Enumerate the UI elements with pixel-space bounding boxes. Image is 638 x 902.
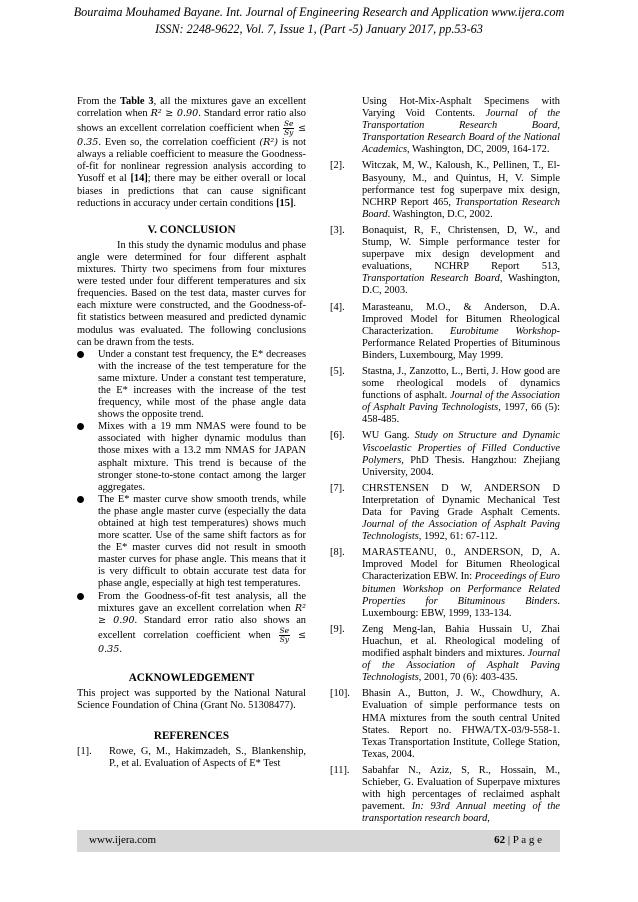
bullet-item: Under a constant test frequency, the E* decreases with the increase of the test temperature for the same mixture. Under a constant test temperature, the E* increases with the increase of the test frequency, while most of the phase angle data shows the opposite trend. bbox=[77, 349, 306, 422]
table-reference: Table 3 bbox=[120, 96, 154, 107]
reference-item: [7]. CHRSTENSEN D W, ANDERSON D Interpretation of Dynamic Mechanical Test Data for Paving Grade Asphalt Cements. Journal of the Association of Asphalt Paving Technologists, 1992, 61: 67-112. bbox=[330, 482, 560, 543]
reference-item: [1]. Rowe, G, M., Hakimzadeh, S., Blankenship, P., et al. Evaluation of Aspects of E* Test bbox=[77, 746, 306, 770]
header-issn-line: ISSN: 2248-9622, Vol. 7, Issue 1, (Part -5) January 2017, pp.53-63 bbox=[155, 22, 483, 36]
se-sy-fraction: $\frac{Se}{Sy}$ bbox=[283, 119, 294, 138]
page-number: 62 | P a g e bbox=[494, 834, 542, 846]
reference-item: [6]. WU Gang. Study on Structure and Dynamic Viscoelastic Properties of Filled Conductive Polymers, PhD Thesis. Hangzhou: Zhejiang University, 2004. bbox=[330, 430, 561, 478]
reference-item: [8]. MARASTEANU, 0., ANDERSON, D, A. Improved Model for Bitumen Rheological Characterization EBW. In: Proceedings of Euro bitumen Workshop on Performance Related Properties for Bituminous Binders. Luxembourg: EBW, 1999, 133-134. bbox=[330, 547, 560, 619]
intro-paragraph: From the Table 3, all the mixtures gave an excellent correlation when R² ≥ 0.90. Standard error ratio also shows an excellent correlation coefficient when $\frac{Se}{Sy}$ ≤ 0.35. Even so, the correlation coefficient (R²) is not always a reliable coefficient to measure the Goodness-of-fit for nonlinear regression analysis according to Yusoff et al [14]; there may be either overall or local biases in predictions that can cause significant reductions in accuracy under certain conditions [15]. bbox=[77, 96, 307, 209]
bullet-icon bbox=[77, 423, 84, 430]
left-column bbox=[77, 96, 306, 775]
bullet-item: The E* master curve show smooth trends, while the phase angle master curve (especially the data obtained at high test temperatures) shows much more scatter. Use of the same shift factors as for the E* master curves did not result in smooth master curves for phase angle. This means that it is very difficult to obtain accurate test data for phase angle, especially at high test temperatures. bbox=[77, 494, 306, 591]
acknowledgement-text: This project was supported by the National Natural Science Foundation of China (Grant No. 51308477). bbox=[77, 688, 306, 712]
reference-item-continued: Using Hot-Mix-Asphalt Specimens with Varying Void Contents. Journal of the Transportation Research Board, Transportation Research Board of the National Academics, Washington, DC, 2009, 164-172. bbox=[362, 96, 560, 156]
bullet-icon bbox=[77, 496, 84, 503]
right-column bbox=[330, 96, 560, 829]
citation-14: [14] bbox=[130, 173, 148, 185]
bullet-icon bbox=[77, 351, 84, 358]
footer-website-link[interactable]: www.ijera.com bbox=[89, 834, 157, 846]
reference-item: [3]. Bonaquist, R, F., Christensen, D, W., and Stump, W. Simple performance tester for superpave mix design development and evaluations, NCHRP Report 513, Transportation Research Board, Washington, D.C, 2003. bbox=[330, 224, 560, 297]
bullet-item: Mixes with a 19 mm NMAS were found to be associated with higher dynamic modulus than those mixes with a 13.2 mm NMAS for JAPAN asphalt mixture. This trend is because of the stronger stone-to-stone contact among the larger aggregates. bbox=[77, 421, 306, 494]
se-sy-fraction: $\frac{Se}{Sy}$ bbox=[279, 625, 290, 644]
conclusion-bullet-list bbox=[77, 349, 306, 656]
reference-item: [5]. Stastna, J., Zanzotto, L., Berti, J. How good are some rheological models of dynamics functions of asphalt. Journal of the Association of Asphalt Paving Technologists, 1997, 66 (5): 458-485. bbox=[330, 365, 560, 426]
r-squared-formula: R² ≥ 0.90 bbox=[150, 108, 199, 120]
citation-15: [15] bbox=[276, 197, 294, 209]
header-journal-line: Bouraima Mouhamed Bayane. Int. Journal of Engineering Research and Application www.ijera.com bbox=[73, 5, 565, 19]
reference-item: [11]. Sabahfar N., Aziz, S, R., Hossain, M., Schieber, G. Evaluation of Superpave mixtures with high percentages of reclaimed asphalt pavement. In: 93rd Annual meeting of the transportation research board, bbox=[330, 764, 561, 825]
references-heading: REFERENCES bbox=[153, 730, 230, 743]
reference-item: [9]. Zeng Meng-lan, Bahia Hussain U, Zhai Huachun, et al. Rheological modeling of modified asphalt binders and mixtures. Journal of the Association of Asphalt Paving Technologists, 2001, 70 (6): 403-435. bbox=[330, 623, 560, 684]
page-header bbox=[0, 4, 638, 38]
reference-item: [10]. Bhasin A., Button, J. W., Chowdhury, A. Evaluation of simple performance tests on HMA mixtures from the south central United States. Report no. FHWA/TX-03/9-558-1. Texas Transportation Institute, College Station, Texas, 2004. bbox=[330, 688, 560, 760]
bullet-item: From the Goodness-of-fit test analysis, all the mixtures gave an excellent correlation when R² ≥ 0.90. Standard error ratio also shows an excellent correlation coefficient when $\frac{Se}{Sy}$ ≤ 0.35. bbox=[77, 591, 306, 656]
conclusion-heading: V. CONCLUSION bbox=[147, 223, 236, 236]
page-footer bbox=[77, 830, 560, 852]
reference-item: [4]. Marasteanu, M.O., & Anderson, D.A. Improved Model for Bitumen Rheological Characterization. Eurobitume Workshop-Performance Related Properties of Bituminous Binders, Luxembourg, May 1999. bbox=[330, 301, 560, 361]
bullet-icon bbox=[77, 593, 84, 600]
reference-item: [2]. Witczak, M, W., Kaloush, K., Pellinen, T., El-Basyouny, M., and Quintus, H, V. Simple performance test fog superpave mix design, NCHRP Report 465, Transportation Research Board. Washington, D.C, 2002. bbox=[330, 160, 560, 220]
acknowledgement-heading: ACKNOWLEDGEMENT bbox=[128, 671, 255, 684]
conclusion-paragraph: In this study the dynamic modulus and phase angle were determined for four different asphalt mixtures. Thirty two specimens from four mixtures were tested under four different temperatures and six frequencies. Based on the test data, master curves for each mixture were constructed, and the Goodness-of-fit statistics between measured and predicted dynamic modulus was evaluated. The following conclusions can be drawn from the tests. bbox=[77, 239, 306, 348]
